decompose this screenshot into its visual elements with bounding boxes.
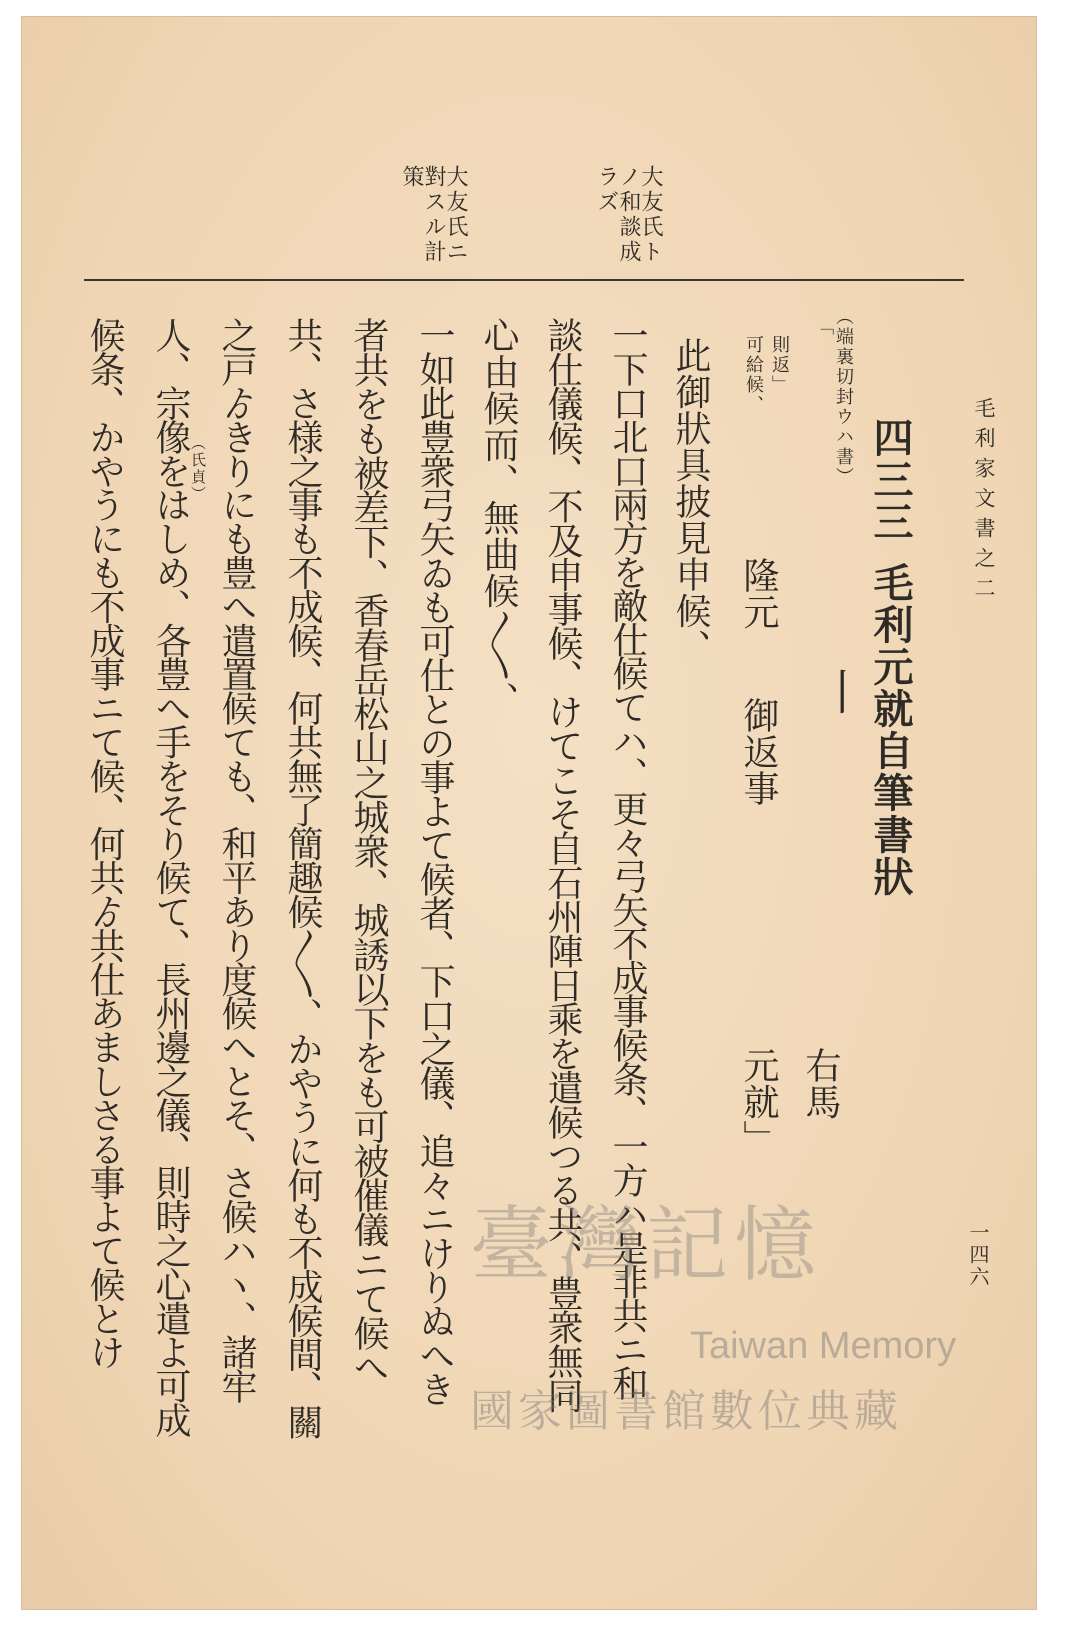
sender-name: 隆元 — [738, 557, 779, 630]
document-title: 毛利元就自筆書狀 — [867, 562, 914, 898]
endorsement-mark: 「 — [813, 317, 834, 337]
addressee-line-2: 可給候、 — [743, 335, 764, 415]
body-line-8: 之戸ゟきりにも豊へ遣置候ても、和平あり度候へとそ、さ候ハヽ、諸牢 — [216, 317, 257, 1402]
body-line-4: 心由候而、無曲候〳〵、 — [478, 317, 519, 718]
addressee-line-1: 則返」 — [769, 335, 790, 395]
endorsement: （端裏切封ウハ書） — [833, 307, 854, 487]
body-line-5: 一如此豊衆弓矢ゐも可仕との事よて候者、下口之儀、追々ニけりぬへき — [414, 317, 455, 1405]
position: 右馬 — [800, 1047, 841, 1120]
page-number: 一四六 — [966, 1222, 990, 1288]
signature: 元就」 — [738, 1047, 779, 1157]
body-line-6: 者共をも被差下、香春岳松山之城衆、城誘以下をも可被催儀ニて候へ — [348, 317, 389, 1384]
margin-note-2: 大友氏ニ對スル計策 — [399, 165, 468, 265]
document-number: 四三三 — [867, 417, 914, 543]
ruby-annotation: （氏貞） — [189, 435, 207, 503]
book-page — [22, 17, 1036, 1609]
sender-suffix: 御返事 — [738, 697, 779, 807]
watermark-english: Taiwan Memory — [690, 1325, 957, 1367]
watermark-logo: 臺灣記憶 — [470, 1198, 823, 1293]
body-line-3: 談仕儀候、不及申事候、けてこそ自石州陣日乘を遣候つる共、豊衆無同 — [542, 317, 583, 1412]
body-line-1: 此御狀具披見申候、 — [670, 337, 711, 666]
body-line-7: 共、さ様之事も不成候、何共無了簡趣候〳〵、かやうに何も不成候間、關 — [282, 317, 323, 1438]
body-line-9: 人、宗像をはしめ、各豊へ手をそり候て、長州邊之儀、則時之心遣よ可成 — [150, 317, 191, 1436]
closing-stroke: 丨 — [810, 667, 866, 716]
watermark-library: 國家圖書館數位典藏 — [470, 1386, 902, 1437]
running-header: 毛利家文書之二 — [972, 397, 996, 607]
body-line-2: 一下口北口兩方を敵仕候てハ、更々弓矢不成事候条、一方ハ是非共ニ和 — [607, 317, 648, 1399]
margin-note-1: 大友氏トノ和談成ラズ — [594, 165, 663, 265]
body-line-10: 候条、かやうにも不成事ニて候、何共ゟ共仕あましさる事よて候とけ — [84, 317, 125, 1368]
header-rule — [84, 279, 964, 281]
